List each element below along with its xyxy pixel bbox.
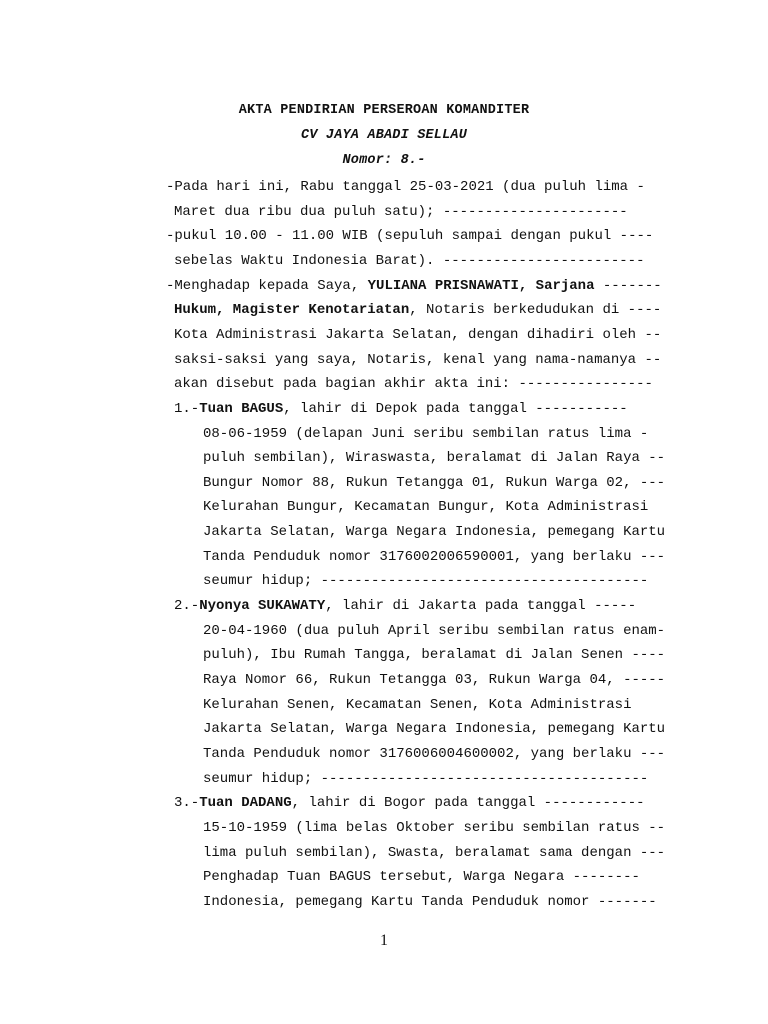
line-text: Jakarta Selatan, Warga Negara Indonesia, pemegang Kartu — [203, 524, 666, 541]
deed-title: AKTA PENDIRIAN PERSEROAN KOMANDITER — [238, 103, 530, 118]
page-number: 1 — [380, 932, 388, 949]
deed-line — [203, 671, 665, 689]
deed-line — [203, 548, 665, 566]
deed-line — [203, 572, 648, 590]
bold-text: Tuan DADANG — [199, 795, 292, 812]
line-text: , lahir di Jakarta pada tanggal ----- — [325, 598, 637, 615]
deed-line — [203, 770, 648, 788]
deed-line — [174, 203, 628, 221]
deed-line — [203, 868, 640, 886]
company-name: CV JAYA ABADI SELLAU — [300, 128, 468, 143]
line-text: ------- — [594, 277, 662, 294]
line-text: puluh), Ibu Rumah Tangga, beralamat di Jalan Senen ---- — [203, 647, 666, 664]
line-text: 08-06-1959 (delapan Juni seribu sembilan ratus lima - — [203, 425, 649, 442]
line-text: sebelas Waktu Indonesia Barat). ------------------------ — [174, 252, 645, 269]
deed-line — [203, 474, 665, 492]
bold-text: Nyonya SUKAWATY — [199, 598, 326, 615]
deed-line — [174, 400, 628, 418]
deed-line — [203, 745, 665, 763]
deed-line — [203, 523, 665, 541]
line-text: 2.- — [174, 598, 200, 615]
line-text: 3.- — [174, 795, 200, 812]
deed-line — [203, 696, 631, 714]
deed-line — [203, 449, 665, 467]
line-text: Penghadap Tuan BAGUS tersebut, Warga Negara -------- — [203, 869, 640, 886]
line-text: Bungur Nomor 88, Rukun Tetangga 01, Rukun Warga 02, --- — [203, 474, 666, 491]
deed-line — [174, 351, 661, 369]
deed-line — [203, 844, 665, 862]
line-text: Kota Administrasi Jakarta Selatan, dengan dihadiri oleh -- — [174, 326, 662, 343]
line-text: 15-10-1959 (lima belas Oktober seribu sembilan ratus -- — [203, 819, 666, 836]
deed-line — [174, 597, 636, 615]
deed-number: Nomor: 8.- — [342, 153, 426, 168]
line-text: , Notaris berkedudukan di ---- — [409, 302, 662, 319]
bold-text: YULIANA PRISNAWATI, Sarjana — [367, 277, 595, 294]
line-text: , lahir di Depok pada tanggal ----------- — [283, 400, 628, 417]
bold-text: Tuan BAGUS — [199, 400, 284, 417]
bold-text: Hukum, Magister Kenotariatan — [174, 302, 410, 319]
line-text: Maret dua ribu dua puluh satu); ---------------------- — [174, 203, 628, 220]
deed-line — [203, 646, 665, 664]
deed-line — [174, 301, 661, 319]
deed-line — [166, 227, 653, 245]
line-text: puluh sembilan), Wiraswasta, beralamat di Jalan Raya -- — [203, 450, 666, 467]
deed-line — [203, 498, 648, 516]
line-text: , lahir di Bogor pada tanggal ------------ — [291, 795, 645, 812]
line-text: Jakarta Selatan, Warga Negara Indonesia, pemegang Kartu — [203, 721, 666, 738]
line-text: akan disebut pada bagian akhir akta ini: ---------------- — [174, 376, 653, 393]
line-text: Tanda Penduduk nomor 3176002006590001, yang berlaku --- — [203, 548, 666, 565]
deed-line — [203, 819, 665, 837]
line-text: Raya Nomor 66, Rukun Tetangga 03, Rukun Warga 04, ----- — [203, 672, 666, 688]
line-text: saksi-saksi yang saya, Notaris, kenal yang nama-namanya -- — [174, 351, 662, 368]
line-text: -Menghadap kepada Saya, — [166, 277, 368, 294]
deed-line — [203, 622, 665, 640]
deed-line — [174, 794, 645, 812]
line-text: Kelurahan Bungur, Kecamatan Bungur, Kota Administrasi — [203, 499, 649, 516]
line-text: -pukul 10.00 - 11.00 WIB (sepuluh sampai dengan pukul ---- — [166, 228, 654, 245]
deed-line — [166, 277, 662, 295]
deed-line — [174, 326, 661, 344]
deed-line — [174, 375, 653, 393]
line-text: seumur hidup; --------------------------------------- — [203, 770, 649, 787]
line-text: lima puluh sembilan), Swasta, beralamat sama dengan --- — [203, 844, 666, 861]
line-text: -Pada hari ini, Rabu tanggal 25-03-2021 (dua puluh lima - — [166, 179, 645, 195]
line-text: Indonesia, pemegang Kartu Tanda Penduduk nomor ------- — [203, 893, 657, 910]
deed-line — [203, 425, 648, 443]
line-text: 20-04-1960 (dua puluh April seribu sembilan ratus enam- — [203, 622, 666, 639]
deed-line — [203, 893, 657, 911]
line-text: 1.- — [174, 400, 200, 417]
line-text: seumur hidup; --------------------------------------- — [203, 573, 649, 590]
line-text: Kelurahan Senen, Kecamatan Senen, Kota Administrasi — [203, 696, 632, 713]
deed-line — [174, 252, 644, 270]
deed-line — [203, 720, 665, 738]
line-text: Tanda Penduduk nomor 3176006004600002, yang berlaku --- — [203, 745, 666, 762]
deed-line — [166, 178, 645, 196]
